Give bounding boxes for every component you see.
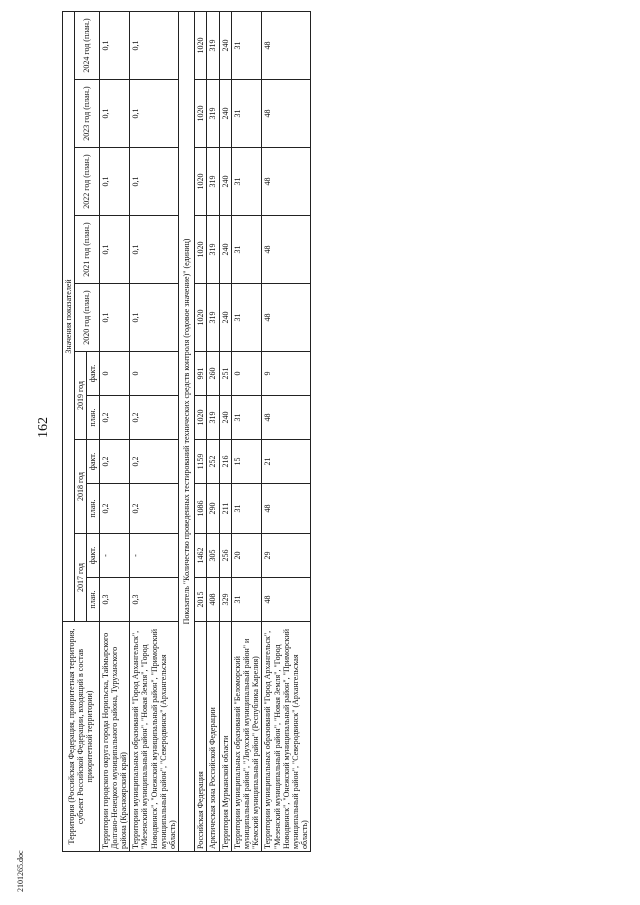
value-cell: 1020 (195, 216, 207, 284)
value-cell: 290 (207, 484, 219, 534)
value-cell: - (99, 534, 130, 578)
value-cell: 1020 (195, 284, 207, 352)
value-cell: 256 (219, 534, 231, 578)
table-row (207, 11, 219, 851)
value-cell: 48 (262, 578, 311, 622)
value-cell: 319 (207, 396, 219, 440)
table-row (231, 11, 262, 851)
territory-cell: Арктическая зона Российской Федерации (207, 622, 219, 852)
value-cell: 0,1 (99, 284, 130, 352)
value-cell: 48 (262, 284, 311, 352)
value-cell: 0,1 (99, 216, 130, 284)
territory-cell: Российская Федерация (195, 622, 207, 852)
value-cell: 0,1 (99, 80, 130, 148)
value-cell: 319 (207, 80, 219, 148)
value-cell: 1462 (195, 534, 207, 578)
year-2021-header: 2021 год (план.) (75, 216, 99, 284)
year-2023-header: 2023 год (план.) (75, 80, 99, 148)
header-row-1 (63, 11, 75, 851)
value-cell: 31 (231, 11, 262, 79)
value-cell: 0,2 (130, 484, 179, 534)
rotated-table-wrapper (62, 12, 640, 852)
values-group-header: Значения показателей (63, 11, 75, 621)
territory-cell: Территории городского округа города Норильска, Таймырского Долгано-Ненецкого муниципального района, Туруханского района (Красноярский край) (99, 622, 130, 852)
value-cell: - (130, 534, 179, 578)
table-row (130, 11, 179, 851)
document-filename: 2101265.doc (16, 850, 25, 892)
value-cell: 0 (231, 352, 262, 396)
table-row (195, 11, 207, 851)
territory-cell: Территории муниципальных образований "Город Архангельск", "Мезенский муниципальный район", "Новая Земля", "Город Новодвинск", "Онежский муниципальный район", "Приморский муниципальный район", "Северодвинск" (Архангельская область) (130, 622, 179, 852)
year-2017-header: 2017 год (75, 534, 87, 622)
value-cell: 0,1 (130, 11, 179, 79)
value-cell: 31 (231, 578, 262, 622)
value-cell: 0,1 (130, 80, 179, 148)
value-cell: 240 (219, 11, 231, 79)
value-cell: 1020 (195, 80, 207, 148)
territory-cell: Территории муниципальных образований "Беломорский муниципальный район", "Лоухский муниципальный район" и "Кемский муниципальный район" (Республика Карелия) (231, 622, 262, 852)
value-cell: 240 (219, 148, 231, 216)
year-2024-header: 2024 год (план.) (75, 11, 99, 79)
value-cell: 0,1 (130, 148, 179, 216)
value-cell: 240 (219, 396, 231, 440)
value-cell: 48 (262, 148, 311, 216)
value-cell: 1020 (195, 396, 207, 440)
fact-header: факт. (87, 352, 99, 396)
value-cell: 9 (262, 352, 311, 396)
value-cell: 408 (207, 578, 219, 622)
value-cell: 31 (231, 284, 262, 352)
value-cell: 0,1 (130, 216, 179, 284)
indicators-table (62, 11, 311, 852)
value-cell: 0,1 (99, 148, 130, 216)
fact-header: факт. (87, 440, 99, 484)
value-cell: 319 (207, 11, 219, 79)
value-cell: 1020 (195, 148, 207, 216)
value-cell: 211 (219, 484, 231, 534)
territory-column-header: Территория (Российская Федерация, приоритетная территория, субъект Российской Федерации, входящий в состав приоритетной территории) (63, 622, 100, 852)
value-cell: 240 (219, 284, 231, 352)
plan-header: план. (87, 484, 99, 534)
territory-cell: Территории муниципальных образований "Город Архангельск", "Мезенский муниципальный район", "Новая Земля", "Город Новодвинск", "Онежский муниципальный район", "Приморский муниципальный район", "Северодвинск" (Архангельская область) (262, 622, 311, 852)
table-row (219, 11, 231, 851)
value-cell: 48 (262, 11, 311, 79)
plan-header: план. (87, 396, 99, 440)
page-number: 162 (36, 417, 51, 438)
indicator-title: Показатель "Количество проведенных тестирований технических средств контроля (годовое значение)" (единиц) (179, 11, 195, 851)
value-cell: 31 (231, 216, 262, 284)
value-cell: 48 (262, 80, 311, 148)
value-cell: 31 (231, 396, 262, 440)
territory-cell: Территория Мурманской области (219, 622, 231, 852)
value-cell: 252 (207, 440, 219, 484)
value-cell: 0,2 (99, 484, 130, 534)
year-2020-header: 2020 год (план.) (75, 284, 99, 352)
value-cell: 0,2 (130, 440, 179, 484)
value-cell: 0,2 (99, 440, 130, 484)
value-cell: 0,1 (99, 11, 130, 79)
value-cell: 2015 (195, 578, 207, 622)
value-cell: 0 (130, 352, 179, 396)
table-row (262, 11, 311, 851)
year-2022-header: 2022 год (план.) (75, 148, 99, 216)
value-cell: 251 (219, 352, 231, 396)
value-cell: 216 (219, 440, 231, 484)
value-cell: 0,2 (130, 396, 179, 440)
value-cell: 31 (231, 148, 262, 216)
value-cell: 0,2 (99, 396, 130, 440)
value-cell: 0,3 (130, 578, 179, 622)
value-cell: 329 (219, 578, 231, 622)
value-cell: 240 (219, 80, 231, 148)
value-cell: 0,3 (99, 578, 130, 622)
year-2019-header: 2019 год (75, 352, 87, 440)
value-cell: 305 (207, 534, 219, 578)
value-cell: 48 (262, 396, 311, 440)
value-cell: 0 (99, 352, 130, 396)
year-2018-header: 2018 год (75, 440, 87, 534)
value-cell: 319 (207, 216, 219, 284)
plan-header: план. (87, 578, 99, 622)
value-cell: 319 (207, 148, 219, 216)
value-cell: 48 (262, 216, 311, 284)
value-cell: 240 (219, 216, 231, 284)
value-cell: 0,1 (130, 284, 179, 352)
table-row (99, 11, 130, 851)
value-cell: 260 (207, 352, 219, 396)
value-cell: 1159 (195, 440, 207, 484)
value-cell: 21 (262, 440, 311, 484)
value-cell: 15 (231, 440, 262, 484)
value-cell: 31 (231, 80, 262, 148)
value-cell: 319 (207, 284, 219, 352)
value-cell: 48 (262, 484, 311, 534)
value-cell: 31 (231, 484, 262, 534)
value-cell: 20 (231, 534, 262, 578)
value-cell: 29 (262, 534, 311, 578)
value-cell: 991 (195, 352, 207, 396)
indicator-title-row (179, 11, 195, 851)
value-cell: 1086 (195, 484, 207, 534)
fact-header: факт. (87, 534, 99, 578)
value-cell: 1020 (195, 11, 207, 79)
